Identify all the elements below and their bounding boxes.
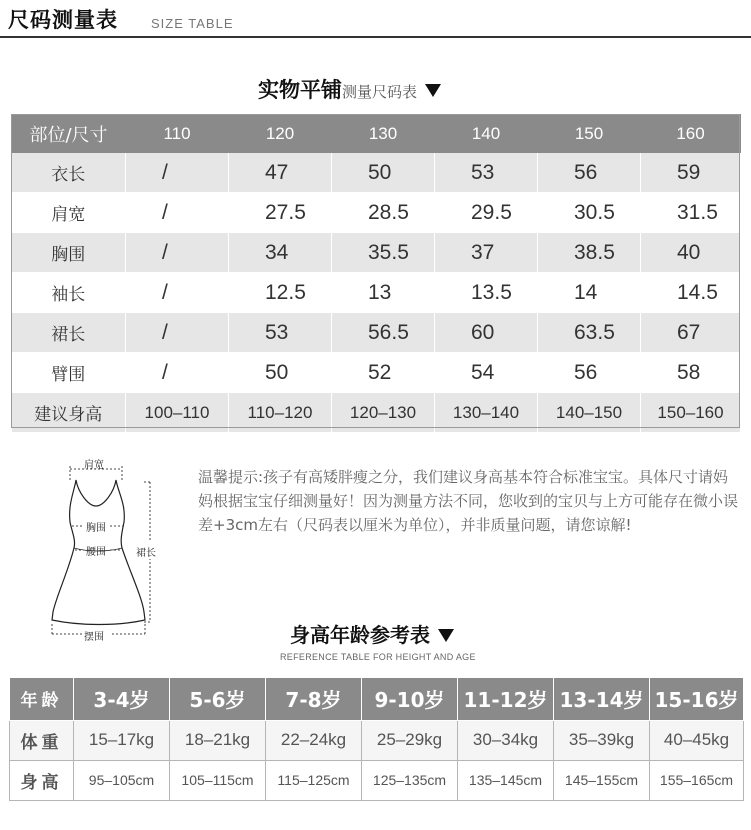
table-cell: / bbox=[126, 233, 229, 273]
table-cell: 100–110 bbox=[126, 393, 229, 433]
table-cell: 105–115cm bbox=[170, 760, 266, 800]
triangle-down-icon bbox=[425, 84, 441, 97]
table-cell: 18–21kg bbox=[170, 720, 266, 760]
table-cell: 115–125cm bbox=[266, 760, 362, 800]
age-col-header: 13-14岁 bbox=[554, 678, 650, 720]
age-col-header: 9-10岁 bbox=[362, 678, 458, 720]
age-col-header: 15-16岁 bbox=[650, 678, 744, 720]
table-cell: 28.5 bbox=[332, 193, 435, 233]
table-cell: 38.5 bbox=[538, 233, 641, 273]
table-cell: 40 bbox=[641, 233, 741, 273]
dress-outline-icon bbox=[48, 452, 178, 644]
table-cell: 53 bbox=[229, 313, 332, 353]
table-cell: 34 bbox=[229, 233, 332, 273]
table-cell: 53 bbox=[435, 153, 538, 193]
table-cell: / bbox=[126, 353, 229, 393]
table-row bbox=[12, 313, 741, 353]
diagram-label-waist: 腰围 bbox=[86, 547, 106, 558]
table-cell: 145–155cm bbox=[554, 760, 650, 800]
row-label: 建议身高 bbox=[12, 393, 126, 433]
table-row bbox=[12, 153, 741, 193]
dress-diagram bbox=[48, 452, 178, 644]
table-cell: 54 bbox=[435, 353, 538, 393]
table-cell: 56.5 bbox=[332, 313, 435, 353]
table-cell: 58 bbox=[641, 353, 741, 393]
age-section-title bbox=[290, 619, 454, 648]
table-cell: 95–105cm bbox=[74, 760, 170, 800]
measure-col-header: 140 bbox=[435, 115, 538, 153]
table-cell: 135–145cm bbox=[458, 760, 554, 800]
row-label: 袖长 bbox=[12, 273, 126, 313]
table-cell: 29.5 bbox=[435, 193, 538, 233]
diagram-label-chest: 胸围 bbox=[86, 523, 106, 534]
table-cell: 13 bbox=[332, 273, 435, 313]
table-cell: 59 bbox=[641, 153, 741, 193]
measure-col-header: 130 bbox=[332, 115, 435, 153]
age-col-header: 年龄 bbox=[10, 678, 74, 720]
table-cell: / bbox=[126, 153, 229, 193]
diagram-label-shoulder: 肩宽 bbox=[84, 460, 104, 471]
measure-col-header: 部位/尺寸 bbox=[12, 115, 126, 153]
table-row bbox=[10, 760, 744, 800]
table-cell: 30–34kg bbox=[458, 720, 554, 760]
table-cell: 56 bbox=[538, 353, 641, 393]
table-row bbox=[12, 393, 741, 433]
table-cell: 14 bbox=[538, 273, 641, 313]
measure-col-header: 150 bbox=[538, 115, 641, 153]
age-col-header: 3-4岁 bbox=[74, 678, 170, 720]
table-cell: 35–39kg bbox=[554, 720, 650, 760]
age-header-row bbox=[10, 678, 744, 720]
age-reference-table bbox=[9, 678, 744, 801]
table-cell: 25–29kg bbox=[362, 720, 458, 760]
measurement-table bbox=[11, 114, 741, 433]
table-cell: 14.5 bbox=[641, 273, 741, 313]
table-cell: 120–130 bbox=[332, 393, 435, 433]
table-cell: 150–160 bbox=[641, 393, 741, 433]
row-label: 体重 bbox=[10, 720, 74, 760]
row-label: 裙长 bbox=[12, 313, 126, 353]
table-cell: / bbox=[126, 273, 229, 313]
table-row bbox=[10, 720, 744, 760]
measure-col-header: 160 bbox=[641, 115, 741, 153]
measure-title-main: 实物平铺 bbox=[258, 78, 342, 102]
table-cell: 125–135cm bbox=[362, 760, 458, 800]
table-cell: 56 bbox=[538, 153, 641, 193]
table-row bbox=[12, 353, 741, 393]
measure-col-header: 120 bbox=[229, 115, 332, 153]
page-subtitle: SIZE TABLE bbox=[151, 16, 234, 31]
row-label: 肩宽 bbox=[12, 193, 126, 233]
measure-col-header: 110 bbox=[126, 115, 229, 153]
table-cell: / bbox=[126, 313, 229, 353]
table-row bbox=[12, 273, 741, 313]
table-row bbox=[12, 233, 741, 273]
table-cell: 15–17kg bbox=[74, 720, 170, 760]
measurement-header-row bbox=[12, 115, 741, 153]
table-cell: 22–24kg bbox=[266, 720, 362, 760]
row-label: 胸围 bbox=[12, 233, 126, 273]
table-cell: 37 bbox=[435, 233, 538, 273]
notice-text: 温馨提示:孩子有高矮胖瘦之分，我们建议身高基本符合标准宝宝。具体尺寸请妈妈根据宝宝仔细测量好！因为测量方法不同，您收到的宝贝与上方可能存在微小误差+3cm左右（尺码表以厘米为单位），并非质量问题，请您谅解! bbox=[198, 468, 739, 534]
table-cell: 140–150 bbox=[538, 393, 641, 433]
age-col-header: 5-6岁 bbox=[170, 678, 266, 720]
table-cell: 155–165cm bbox=[650, 760, 744, 800]
header-divider bbox=[0, 36, 751, 38]
row-label: 臂围 bbox=[12, 353, 126, 393]
table-cell: 67 bbox=[641, 313, 741, 353]
diagram-label-hem: 摆围 bbox=[84, 632, 104, 643]
table-cell: 60 bbox=[435, 313, 538, 353]
age-col-header: 11-12岁 bbox=[458, 678, 554, 720]
table-row bbox=[12, 193, 741, 233]
triangle-down-icon bbox=[438, 629, 454, 642]
table-cell: 130–140 bbox=[435, 393, 538, 433]
table-cell: 12.5 bbox=[229, 273, 332, 313]
age-title-main: 身高年龄参考表 bbox=[290, 623, 430, 647]
page-header bbox=[0, 0, 751, 38]
measure-section-title bbox=[258, 74, 441, 104]
table-cell: 13.5 bbox=[435, 273, 538, 313]
row-label: 衣长 bbox=[12, 153, 126, 193]
table-cell: 47 bbox=[229, 153, 332, 193]
page-title: 尺码测量表 bbox=[8, 8, 118, 32]
table-cell: 27.5 bbox=[229, 193, 332, 233]
table-cell: 52 bbox=[332, 353, 435, 393]
table-cell: 30.5 bbox=[538, 193, 641, 233]
table-cell: 40–45kg bbox=[650, 720, 744, 760]
table-cell: 50 bbox=[229, 353, 332, 393]
table-cell: 110–120 bbox=[229, 393, 332, 433]
table-cell: 35.5 bbox=[332, 233, 435, 273]
age-title-sub: REFERENCE TABLE FOR HEIGHT AND AGE bbox=[280, 652, 476, 662]
table-cell: 31.5 bbox=[641, 193, 741, 233]
age-col-header: 7-8岁 bbox=[266, 678, 362, 720]
table-cell: / bbox=[126, 193, 229, 233]
table-cell: 50 bbox=[332, 153, 435, 193]
row-label: 身高 bbox=[10, 760, 74, 800]
table-cell: 63.5 bbox=[538, 313, 641, 353]
measure-title-sub: 测量尺码表 bbox=[342, 83, 418, 101]
diagram-label-skirt: 裙长 bbox=[136, 544, 156, 559]
